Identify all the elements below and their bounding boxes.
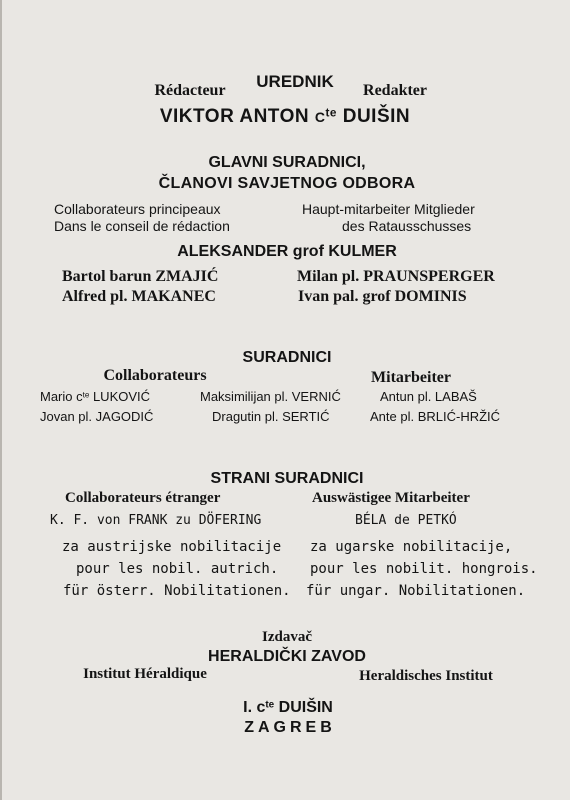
collab-row1-b: Maksimilijan pl. VERNIĆ [200,389,341,404]
collab-row1-a: Mario $c^{te}$ LUKOVIĆ [40,389,151,404]
editor-name: VIKTOR ANTON $C^{te}$ DUIŠIN [159,106,411,127]
main-collab-de-2: des Ratausschusses [342,218,472,234]
collab-row1-c: Antun pl. LABAŠ [380,389,477,404]
foreign-left-line-3: für österr. Nobilitationen. [63,583,291,599]
foreign-right-name: BÉLA de PETKÓ [355,513,457,528]
publisher-fr: Institut Héraldique [83,666,207,682]
page-edge [0,0,2,800]
main-collab-right-1: Milan pl. PRAUNSPERGER [297,268,495,285]
main-collab-fr-1: Collaborateurs principeaux [54,201,221,217]
collab-de: Mitarbeiter [371,369,451,386]
collab-row2-b: Dragutin pl. SERTIĆ [212,409,330,424]
publisher-name: HERALDIČKI ZAVOD [208,648,366,665]
foreign-de: Auswästigee Mitarbeiter [312,490,470,506]
editor-heading-de: Redakter [363,82,427,99]
foreign-fr: Collaborateurs étranger [65,490,221,506]
main-collab-fr-2: Dans le conseil de rédaction [54,218,230,234]
publisher-heading: Izdavač [262,629,312,645]
editor-heading: UREDNIK [256,72,334,91]
main-collab-lead: ALEKSANDER grof KULMER [177,243,397,260]
collab-row2-a: Jovan pl. JAGODIĆ [40,409,154,424]
foreign-heading: STRANI SURADNICI [210,470,364,487]
foreign-left-line-1: za austrijske nobilitacije [62,539,282,555]
main-collab-left-2: Alfred pl. MAKANEC [62,288,216,305]
collab-row2-c: Ante pl. BRLIĆ-HRŽIĆ [370,409,501,424]
foreign-left-name: K. F. von FRANK zu DÖFERING [50,513,262,528]
foreign-right-line-3: für ungar. Nobilitationen. [306,583,526,599]
publisher-city: ZAGREB [244,719,336,736]
main-collab-de-1: Haupt-mitarbeiter Mitglieder [302,201,475,217]
foreign-right-line-1: za ugarske nobilitacije, [310,539,513,555]
collab-fr: Collaborateurs [103,367,207,384]
publisher-de: Heraldisches Institut [359,668,493,684]
main-collab-heading-2: ČLANOVI SAVJETNOG ODBORA [158,175,416,192]
main-collab-left-1: Bartol barun ZMAJIĆ [62,268,219,285]
collab-heading: SURADNICI [242,349,332,366]
foreign-left-line-2: pour les nobil. autrich. [76,561,279,577]
publisher-imprint: I. $c^{te}$ DUIŠIN [243,699,333,716]
main-collab-heading-1: GLAVNI SURADNICI, [208,154,366,171]
main-collab-right-2: Ivan pal. grof DOMINIS [298,288,467,305]
foreign-right-line-2: pour les nobilit. hongrois. [310,561,538,577]
editor-heading-fr: Rédacteur [154,82,226,99]
